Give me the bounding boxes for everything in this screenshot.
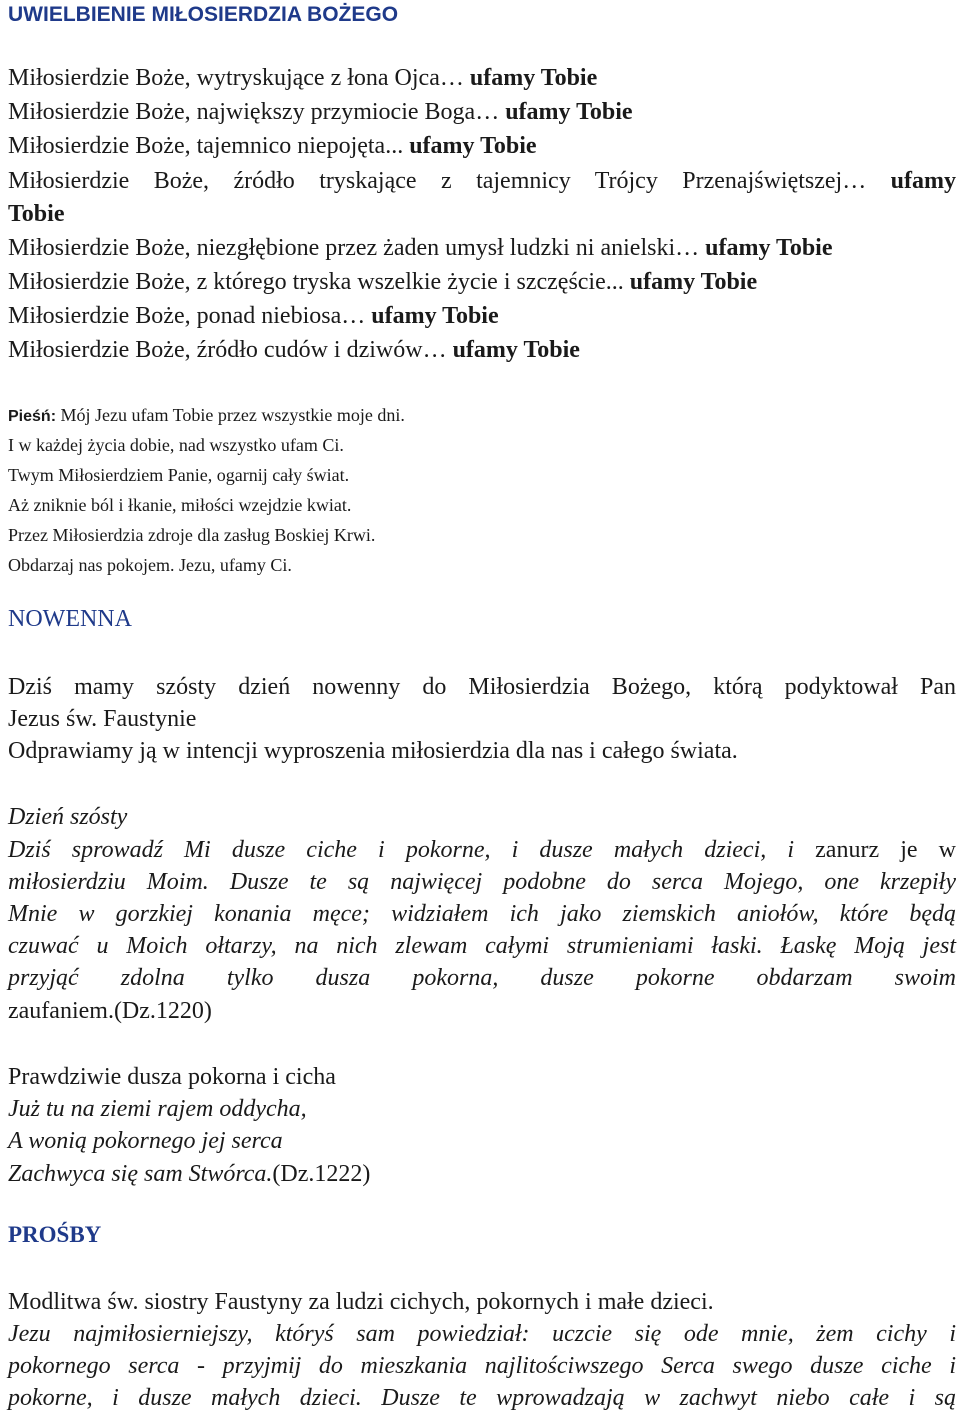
- song-line: Twym Miłosierdziem Panie, ogarnij cały świat.: [8, 465, 350, 485]
- poem-line: A wonią pokornego jej serca: [8, 1128, 283, 1154]
- song-line: Przez Miłosierdzia zdroje dla zasług Boskiej Krwi.: [8, 525, 376, 545]
- song-line: Obdarzaj nas pokojem. Jezu, ufamy Ci.: [8, 555, 292, 575]
- litany-line: Miłosierdzie Boże, ponad niebiosa… ufamy Tobie: [8, 303, 499, 329]
- poem-line: Prawdziwie dusza pokorna i cicha: [8, 1064, 336, 1090]
- prosby-line: pokornego serca - przyjmij do mieszkania najlitościwszego Serca swego dusze ciche i: [8, 1353, 956, 1379]
- prosby-line: pokorne, i dusze małych dzieci. Dusze te wprowadzają w zachwyt niebo całe i są: [8, 1385, 956, 1411]
- nowenna-intro-line: Jezus św. Faustynie: [8, 706, 197, 732]
- prosby-intro: Modlitwa św. siostry Faustyny za ludzi cichych, pokornych i małe dzieci.: [8, 1289, 714, 1315]
- day-text-line: Mnie w gorzkiej konania męce; widziałem ich jako ziemskich aniołów, które będą: [8, 901, 956, 927]
- poem-line: Zachwyca się sam Stwórca.(Dz.1222): [8, 1161, 371, 1187]
- litany-line: Miłosierdzie Boże, tajemnico niepojęta... ufamy Tobie: [8, 133, 537, 159]
- litany-line-continued: Tobie: [8, 201, 65, 227]
- nowenna-intro-line: Dziś mamy szósty dzień nowenny do Miłosierdzia Bożego, którą podyktował Pan: [8, 674, 956, 700]
- song-line: I w każdej życia dobie, nad wszystko ufam Ci.: [8, 435, 344, 455]
- litany-line: Miłosierdzie Boże, niezgłębione przez żaden umysł ludzki ni anielski… ufamy Tobie: [8, 235, 833, 261]
- day-text-line: Dziś sprowadź Mi dusze ciche i pokorne, i dusze małych dzieci, i zanurz je w: [8, 837, 956, 863]
- section-heading-prosby: PROŚBY: [8, 1222, 102, 1247]
- poem-line: Już tu na ziemi rajem oddycha,: [8, 1096, 307, 1122]
- song-label: Pieśń:: [8, 408, 57, 425]
- prosby-line: Jezu najmiłosierniejszy, któryś sam powiedział: uczcie się ode mnie, żem cichy i: [8, 1321, 956, 1347]
- nowenna-intro-line: Odprawiamy ją w intencji wyproszenia miłosierdzia dla nas i całego świata.: [8, 738, 738, 764]
- litany-line: Miłosierdzie Boże, źródło tryskające z tajemnicy Trójcy Przenajświętszej… ufamy: [8, 168, 957, 194]
- litany-line: Miłosierdzie Boże, z którego tryska wszelkie życie i szczęście... ufamy Tobie: [8, 269, 758, 295]
- section-heading-nowenna: NOWENNA: [8, 606, 132, 632]
- song-line: Aż zniknie ból i łkanie, miłości wzejdzie kwiat.: [8, 495, 352, 515]
- page-title: UWIELBIENIE MIŁOSIERDZIA BOŻEGO: [8, 3, 399, 26]
- litany-line: Miłosierdzie Boże, wytryskujące z łona Ojca… ufamy Tobie: [8, 65, 598, 91]
- day-heading: Dzień szósty: [8, 804, 128, 830]
- litany-line: Miłosierdzie Boże, źródło cudów i dziwów… ufamy Tobie: [8, 337, 580, 363]
- litany-line: Miłosierdzie Boże, największy przymiocie Boga… ufamy Tobie: [8, 99, 633, 125]
- day-text-line: miłosierdziu Moim. Dusze te są najwięcej podobne do serca Mojego, one krzepiły: [8, 869, 956, 895]
- day-text-line: zaufaniem.(Dz.1220): [8, 998, 212, 1024]
- song-line: Pieśń: Mój Jezu ufam Tobie przez wszystkie moje dni.: [8, 405, 405, 425]
- day-text-line: przyjąć zdolna tylko dusza pokorna, dusze pokorne obdarzam swoim: [8, 965, 956, 991]
- day-text-line: czuwać u Moich ołtarzy, na nich zlewam całymi strumieniami łaski. Łaskę Moją jest: [8, 933, 956, 959]
